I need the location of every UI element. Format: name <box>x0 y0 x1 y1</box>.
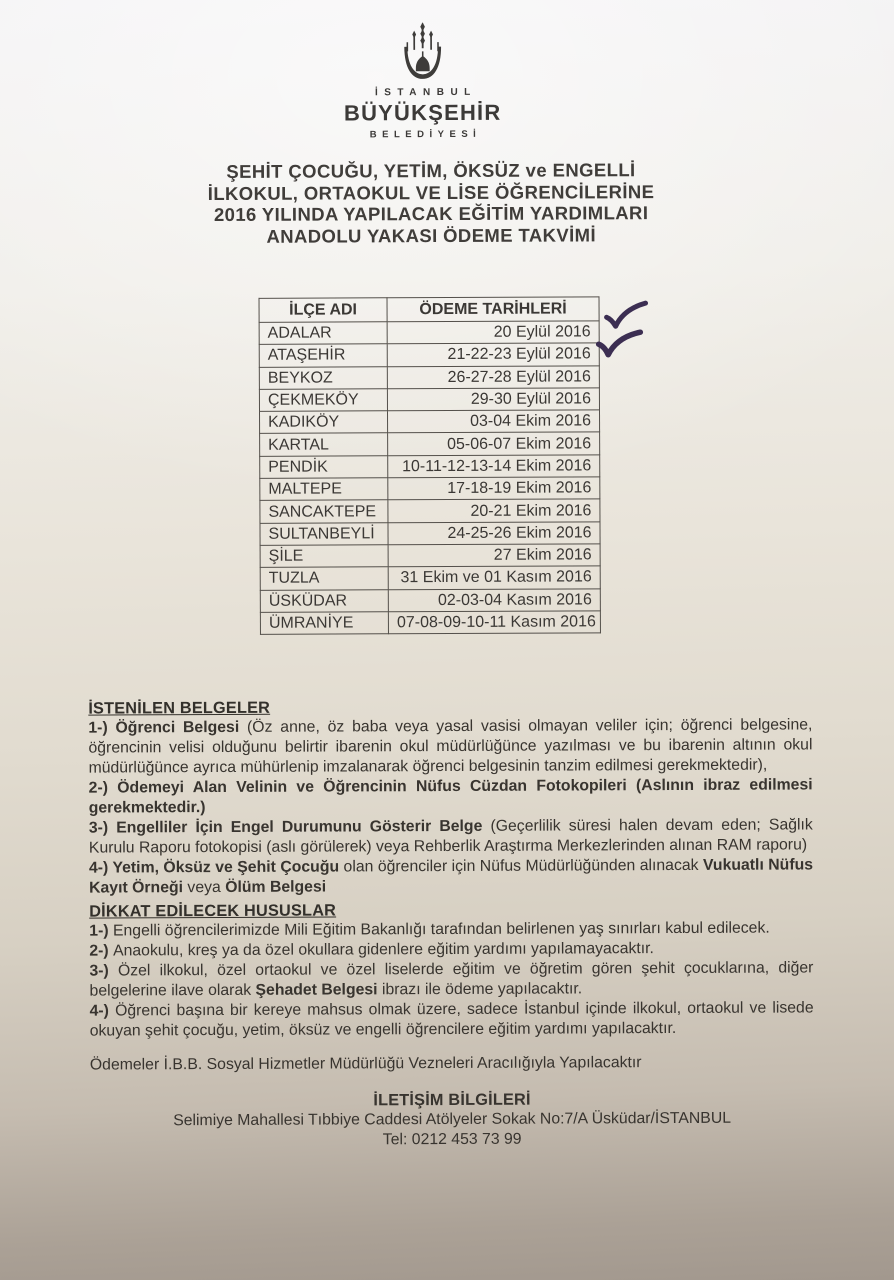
payment-method-note: Ödemeler İ.B.B. Sosyal Hizmetler Müdürlüğü Vezneleri Aracılığıyla Yapılacaktır <box>89 1054 642 1074</box>
required-doc-item-1: 1-) Öğrenci Belgesi (Öz anne, öz baba veya yasal vasisi olmayan veliler için; öğrenci belgesine, öğrencinin velisi olduğunu belirtir ibarenin okul müdürlüğünce yazılması ve bu ibarenin altının okul müdürlüğünce ayrıca mühürlenip imzalanarak öğrenci belgesinin tanzim edilmesi gerekmektedir), <box>88 716 813 777</box>
table-row <box>260 522 600 546</box>
table-row <box>259 321 599 345</box>
dates-cell: 21-22-23 Eylül 2016 <box>387 343 599 366</box>
ibb-emblem-icon <box>399 22 445 82</box>
dates-cell: 31 Ekim ve 01 Kasım 2016 <box>388 566 600 589</box>
title-line: 2016 YILINDA YAPILACAK EĞİTİM YARDIMLARI <box>213 202 649 226</box>
document-body <box>88 695 814 1150</box>
dates-cell: 03-04 Ekim 2016 <box>388 410 600 433</box>
required-doc-item-4: 4-) Yetim, Öksüz ve Şehit Çocuğu olan öğrenciler için Nüfus Müdürlüğünden alınacak Vukuatlı Nüfus Kayıt Örneği veya Ölüm Belgesi <box>88 856 814 897</box>
ibb-logo <box>344 22 502 141</box>
table-row <box>259 343 599 367</box>
district-cell: TUZLA <box>260 567 388 590</box>
title-line: ANADOLU YAKASI ÖDEME TAKVİMİ <box>266 223 597 247</box>
dates-cell: 17-18-19 Ekim 2016 <box>388 477 600 500</box>
table-header-district: İLÇE ADI <box>259 298 387 323</box>
logo-name-text: BÜYÜKŞEHİR <box>343 99 502 126</box>
dates-cell: 29-30 Eylül 2016 <box>387 388 599 411</box>
table-row <box>260 566 600 590</box>
table-row <box>260 455 600 479</box>
district-cell: SANCAKTEPE <box>260 500 388 523</box>
attention-note-3: 3-) Özel ilkokul, özel ortaokul ve özel liselerde eğitim ve öğretim gören şehit çocuklarına, diğer belgelerine ilave olarak Şehadet Belgesi ibrazı ile ödeme yapılacaktır. <box>89 959 814 1000</box>
district-cell: SULTANBEYLİ <box>260 522 388 545</box>
contact-address: Selimiye Mahallesi Tıbbiye Caddesi Atölyeler Sokak No:7/A Üsküdar/İSTANBUL <box>173 1109 732 1130</box>
district-cell: KADIKÖY <box>260 411 388 434</box>
table-header-dates: ÖDEME TARİHLERİ <box>387 297 599 322</box>
contact-heading: İLETİŞİM BİLGİLERİ <box>373 1090 531 1110</box>
payment-schedule <box>259 296 680 635</box>
title-line: ŞEHİT ÇOCUĞU, YETİM, ÖKSÜZ ve ENGELLİ <box>226 159 636 182</box>
contact-section <box>90 1088 814 1150</box>
table-row <box>260 432 600 456</box>
required-documents-heading: İSTENİLEN BELGELER <box>88 698 271 718</box>
district-cell: PENDİK <box>260 456 388 479</box>
table-row <box>260 499 600 523</box>
contact-phone: Tel: 0212 453 73 99 <box>382 1130 522 1148</box>
logo-city-text: İSTANBUL <box>374 86 477 99</box>
document-title <box>208 159 655 247</box>
dates-cell: 10-11-12-13-14 Ekim 2016 <box>388 455 600 478</box>
required-doc-item-2: 2-) Ödemeyi Alan Velinin ve Öğrencinin Nüfus Cüzdan Fotokopileri (Aslının ibraz edilmesi gerekmektedir.) <box>88 776 813 817</box>
district-cell: ADALAR <box>259 322 387 345</box>
district-cell: ÜMRANİYE <box>260 612 388 635</box>
table-row <box>260 477 600 501</box>
district-cell: MALTEPE <box>260 478 388 501</box>
table-header-row <box>259 297 599 322</box>
payment-table <box>259 296 601 635</box>
attention-note-1: 1-) Engelli öğrencilerimizde Mili Eğitim Bakanlığı tarafından belirlenen yaş sınırları kabul edilecek. <box>89 919 770 940</box>
table-row <box>260 410 600 434</box>
dates-cell: 07-08-09-10-11 Kasım 2016 <box>388 611 600 634</box>
table-row <box>259 388 599 412</box>
table-row <box>260 611 600 635</box>
dates-cell: 20 Eylül 2016 <box>387 321 599 344</box>
dates-cell: 26-27-28 Eylül 2016 <box>387 365 599 388</box>
required-doc-item-3: 3-) Engelliler İçin Engel Durumunu Gösterir Belge (Geçerlilik süresi halen devam eden; Sağlık Kurulu Raporu fotokopisi (aslı görülerek) veya Rehberlik Araştırma Merkezlerinden alınan RAM raporu) <box>88 816 813 857</box>
dates-cell: 24-25-26 Ekim 2016 <box>388 522 600 545</box>
district-cell: BEYKOZ <box>259 366 387 389</box>
table-row <box>260 544 600 568</box>
table-row <box>260 588 600 612</box>
checkmark-icon <box>594 326 646 362</box>
attention-notes-heading: DİKKAT EDİLECEK HUSUSLAR <box>89 901 337 921</box>
table-row <box>259 365 599 389</box>
district-cell: ATAŞEHİR <box>259 344 387 367</box>
dates-cell: 20-21 Ekim 2016 <box>388 499 600 522</box>
dates-cell: 02-03-04 Kasım 2016 <box>388 588 600 611</box>
attention-note-2: 2-) Anaokulu, kreş ya da özel okullara gidenlere eğitim yardımı yapılamayacaktır. <box>89 940 654 960</box>
dates-cell: 05-06-07 Ekim 2016 <box>388 432 600 455</box>
dates-cell: 27 Ekim 2016 <box>388 544 600 567</box>
district-cell: ÇEKMEKÖY <box>259 389 387 412</box>
title-line: İLKOKUL, ORTAOKUL VE LİSE ÖĞRENCİLERİNE <box>207 180 655 204</box>
district-cell: ÜSKÜDAR <box>260 589 388 612</box>
attention-note-4: 4-) Öğrenci başına bir kereye mahsus olmak üzere, sadece İstanbul içinde ilkokul, ortaokul ve lisede okuyan şehit çocuğu, yetim, öksüz ve engelli öğrencilere eğitim yardımı yapılacaktır. <box>89 999 814 1040</box>
district-cell: ŞİLE <box>260 545 388 568</box>
logo-org-text: BELEDİYESİ <box>369 128 482 141</box>
district-cell: KARTAL <box>260 433 388 456</box>
